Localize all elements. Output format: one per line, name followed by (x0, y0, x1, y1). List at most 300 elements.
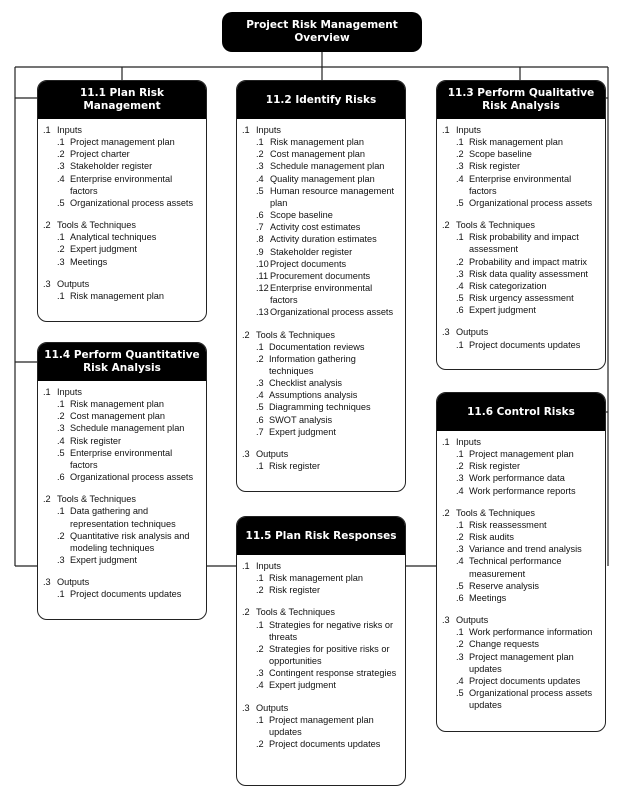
item-text: Expert judgment (269, 426, 336, 437)
section-inputs (242, 124, 401, 319)
item-number: .6 (456, 305, 464, 316)
process-title: 11.5 Plan Risk Responses (237, 517, 405, 555)
list-item (242, 401, 401, 413)
process-box-11-3 (436, 80, 606, 370)
item-number: .3 (456, 161, 464, 172)
item-text: Scope baseline (270, 210, 333, 221)
section-number: .1 (442, 125, 450, 135)
item-number: .1 (57, 506, 65, 517)
item-number: .1 (456, 232, 464, 243)
item-text: Variance and trend analysis (469, 544, 582, 555)
item-number: .1 (256, 461, 264, 472)
list-item (442, 256, 601, 268)
list-item (43, 148, 202, 160)
section-title (442, 124, 601, 136)
section-number: .2 (43, 220, 51, 231)
item-number: .7 (256, 426, 264, 437)
item-number: .4 (456, 173, 464, 184)
item-text: Checklist analysis (269, 378, 343, 389)
section-number: .3 (43, 278, 51, 289)
section-title (242, 560, 401, 572)
item-text: Documentation reviews (269, 341, 365, 352)
item-number: .1 (57, 232, 65, 243)
section-number: .1 (43, 387, 51, 397)
list-item (43, 160, 202, 172)
list-item (43, 471, 202, 483)
list-item (442, 280, 601, 292)
list-item (442, 638, 601, 650)
item-text: Project documents updates (469, 339, 581, 350)
section-label: Tools & Techniques (256, 607, 335, 618)
section-title (43, 219, 202, 231)
item-number: .4 (456, 556, 464, 567)
item-text: Activity duration estimates (270, 234, 377, 245)
list-item (43, 173, 202, 197)
section-label: Inputs (256, 561, 282, 571)
section-label: Tools & Techniques (456, 507, 535, 518)
list-item (442, 197, 601, 209)
item-text: Risk audits (469, 532, 514, 543)
item-number: .7 (256, 222, 264, 233)
overview-title: Project Risk Management Overview (222, 12, 422, 52)
item-number: .2 (256, 149, 264, 160)
list-item (442, 160, 601, 172)
item-text: Procurement documents (270, 270, 371, 281)
section-number: .2 (43, 494, 51, 505)
item-number: .2 (456, 461, 464, 472)
section-title (242, 702, 401, 714)
list-item (242, 341, 401, 353)
item-text: Enterprise environmental factors (270, 283, 373, 306)
item-number: .4 (57, 173, 65, 184)
section-tools-techniques (43, 493, 202, 566)
item-number: .4 (256, 390, 264, 401)
section-tools-techniques (442, 507, 601, 604)
item-text: Stakeholder register (270, 246, 353, 257)
list-item (242, 209, 401, 221)
list-item (242, 136, 401, 148)
item-text: Work performance reports (469, 485, 576, 496)
list-item (43, 554, 202, 566)
item-number: .10 (256, 258, 269, 269)
item-number: .3 (256, 161, 264, 172)
item-number: .4 (256, 173, 264, 184)
item-number: .1 (57, 589, 65, 600)
item-number: .5 (57, 447, 65, 458)
item-text: Risk management plan (269, 573, 363, 584)
item-number: .5 (456, 197, 464, 208)
item-text: Cost management plan (270, 149, 365, 160)
item-text: Enterprise environmental factors (469, 173, 572, 196)
item-text: Risk management plan (70, 399, 164, 410)
item-number: .1 (57, 290, 65, 301)
item-number: .4 (57, 435, 65, 446)
item-number: .5 (456, 687, 464, 698)
list-item (242, 426, 401, 438)
item-number: .5 (456, 293, 464, 304)
list-item (442, 580, 601, 592)
item-number: .5 (256, 402, 264, 413)
list-item (43, 256, 202, 268)
section-title (43, 576, 202, 588)
list-item (43, 435, 202, 447)
section-inputs (242, 560, 401, 596)
list-item (442, 543, 601, 555)
list-item (242, 246, 401, 258)
section-number: .1 (242, 125, 250, 135)
item-number: .2 (57, 411, 65, 422)
item-number: .1 (57, 399, 65, 410)
list-item (242, 233, 401, 245)
section-number: .3 (442, 327, 450, 338)
section-number: .3 (242, 448, 250, 459)
item-text: Data gathering and representation techniques (70, 506, 176, 529)
list-item (442, 231, 601, 255)
item-number: .1 (256, 137, 264, 148)
list-item (442, 626, 601, 638)
section-number: .3 (442, 615, 450, 626)
list-item (242, 572, 401, 584)
process-box-11-1 (37, 80, 207, 322)
item-text: Organizational process assets (70, 197, 194, 208)
item-text: Expert judgment (70, 555, 137, 566)
item-text: Project documents updates (70, 589, 182, 600)
section-label: Outputs (456, 327, 489, 338)
list-item (242, 221, 401, 233)
section-title (442, 614, 601, 626)
item-number: .5 (256, 185, 264, 196)
item-text: Meetings (469, 592, 507, 603)
list-item (442, 687, 601, 711)
section-label: Outputs (456, 615, 489, 626)
item-text: Human resource management plan (270, 185, 395, 208)
item-number: .6 (256, 210, 264, 221)
list-item (242, 738, 401, 750)
item-text: Stakeholder register (70, 161, 153, 172)
process-box-11-6 (436, 392, 606, 732)
section-label: Tools & Techniques (456, 220, 535, 231)
item-text: Project management plan (70, 137, 175, 148)
item-number: .3 (256, 668, 264, 679)
item-text: Project documents updates (469, 675, 581, 686)
item-number: .12 (256, 283, 269, 294)
section-label: Tools & Techniques (57, 494, 136, 505)
process-title: 11.6 Control Risks (437, 393, 605, 431)
item-number: .2 (456, 532, 464, 543)
list-item (242, 173, 401, 185)
item-number: .1 (256, 619, 264, 630)
list-item (43, 290, 202, 302)
process-title: 11.3 Perform Qualitative Risk Analysis (437, 81, 605, 119)
section-title (442, 436, 601, 448)
item-number: .6 (256, 414, 264, 425)
item-text: Enterprise environmental factors (70, 447, 173, 470)
list-item (442, 460, 601, 472)
item-text: Risk register (469, 461, 521, 472)
section-number: .1 (242, 561, 250, 571)
item-text: Risk reassessment (469, 519, 547, 530)
list-item (242, 460, 401, 472)
item-text: Risk management plan (469, 137, 563, 148)
item-text: Analytical techniques (70, 232, 157, 243)
item-text: Organizational process assets updates (469, 687, 593, 711)
section-inputs (442, 124, 601, 209)
list-item (442, 148, 601, 160)
item-number: .4 (456, 675, 464, 686)
item-number: .2 (57, 244, 65, 255)
list-item (442, 675, 601, 687)
list-item (43, 447, 202, 471)
section-label: Inputs (456, 125, 482, 135)
list-item (442, 555, 601, 579)
item-text: Expert judgment (70, 244, 137, 255)
section-number: .2 (442, 507, 450, 518)
item-number: .2 (456, 256, 464, 267)
item-text: Enterprise environmental factors (70, 173, 173, 196)
list-item (442, 268, 601, 280)
item-number: .4 (256, 680, 264, 691)
section-number: .1 (442, 437, 450, 447)
section-tools-techniques (242, 329, 401, 438)
section-inputs (442, 436, 601, 497)
item-number: .3 (57, 423, 65, 434)
list-item (442, 651, 601, 675)
item-number: .3 (57, 161, 65, 172)
item-text: Meetings (70, 256, 108, 267)
item-text: Scope baseline (469, 149, 532, 160)
item-text: Risk data quality assessment (469, 268, 588, 279)
list-item (242, 714, 401, 738)
section-outputs (43, 278, 202, 302)
item-text: Assumptions analysis (269, 390, 358, 401)
item-number: .1 (256, 573, 264, 584)
section-label: Inputs (256, 125, 282, 135)
section-title (43, 386, 202, 398)
section-tools-techniques (43, 219, 202, 268)
list-item (442, 592, 601, 604)
section-title (43, 124, 202, 136)
item-text: Contingent response strategies (269, 668, 397, 679)
section-title (442, 326, 601, 338)
item-text: Work performance information (469, 627, 593, 638)
section-title (242, 448, 401, 460)
item-text: Risk management plan (70, 290, 164, 301)
list-item (442, 485, 601, 497)
process-title: 11.1 Plan Risk Management (38, 81, 206, 119)
item-number: .2 (57, 149, 65, 160)
list-item (242, 643, 401, 667)
section-label: Tools & Techniques (57, 220, 136, 231)
item-number: .3 (57, 256, 65, 267)
item-number: .8 (256, 234, 264, 245)
item-number: .1 (456, 339, 464, 350)
section-title (43, 493, 202, 505)
item-text: Project charter (70, 149, 130, 160)
section-outputs (442, 326, 601, 350)
item-number: .3 (256, 378, 264, 389)
section-tools-techniques (442, 219, 601, 316)
section-outputs (442, 614, 601, 711)
section-inputs (43, 124, 202, 209)
list-item (242, 185, 401, 209)
list-item (442, 173, 601, 197)
section-title (242, 124, 401, 136)
item-number: .1 (256, 341, 264, 352)
section-number: .2 (242, 329, 250, 340)
item-number: .6 (57, 472, 65, 483)
item-text: Project documents updates (269, 739, 381, 750)
list-item (242, 282, 401, 306)
item-text: Risk categorization (469, 280, 547, 291)
list-item (43, 410, 202, 422)
list-item (43, 530, 202, 554)
section-label: Outputs (57, 577, 90, 588)
list-item (242, 414, 401, 426)
item-text: Cost management plan (70, 411, 165, 422)
list-item (442, 472, 601, 484)
section-outputs (242, 702, 401, 751)
list-item (442, 339, 601, 351)
item-text: Risk probability and impact assessment (469, 232, 579, 255)
section-outputs (43, 576, 202, 600)
item-number: .1 (456, 137, 464, 148)
list-item (242, 148, 401, 160)
item-text: Information gathering techniques (269, 353, 356, 376)
section-number: .3 (242, 702, 250, 713)
item-number: .2 (256, 739, 264, 750)
list-item (442, 136, 601, 148)
list-item (442, 292, 601, 304)
item-text: Work performance data (469, 473, 565, 484)
section-label: Inputs (57, 125, 83, 135)
item-number: .1 (256, 714, 264, 725)
item-text: Risk urgency assessment (469, 293, 574, 304)
item-number: .4 (456, 280, 464, 291)
section-title (442, 219, 601, 231)
list-item (43, 422, 202, 434)
item-text: Quality management plan (270, 173, 375, 184)
process-box-11-2 (236, 80, 406, 492)
item-text: Organizational process assets (270, 307, 394, 318)
list-item (242, 353, 401, 377)
item-number: .2 (456, 149, 464, 160)
list-item (43, 505, 202, 529)
section-label: Inputs (57, 387, 83, 397)
item-text: Organizational process assets (70, 472, 194, 483)
item-text: Risk management plan (270, 137, 364, 148)
list-item (242, 389, 401, 401)
process-box-11-5 (236, 516, 406, 786)
item-number: .6 (456, 592, 464, 603)
item-text: Project management plan updates (469, 651, 574, 674)
list-item (242, 258, 401, 270)
section-number: .2 (442, 220, 450, 231)
section-title (242, 329, 401, 341)
list-item (442, 448, 601, 460)
item-text: Probability and impact matrix (469, 256, 587, 267)
item-text: Risk register (269, 585, 321, 596)
item-text: Strategies for positive risks or opportunities (269, 643, 390, 667)
item-text: Strategies for negative risks or threats (269, 619, 394, 642)
list-item (242, 584, 401, 596)
item-text: Project management plan updates (269, 714, 374, 737)
item-text: Risk register (70, 435, 122, 446)
process-title: 11.4 Perform Quantitative Risk Analysis (38, 343, 206, 381)
section-title (442, 507, 601, 519)
item-text: Change requests (469, 639, 539, 650)
section-title (43, 278, 202, 290)
item-number: .1 (456, 449, 464, 460)
list-item (43, 243, 202, 255)
list-item (242, 619, 401, 643)
section-tools-techniques (242, 606, 401, 691)
item-number: .2 (57, 530, 65, 541)
section-title (242, 606, 401, 618)
list-item (442, 531, 601, 543)
item-text: Diagramming techniques (269, 402, 371, 413)
item-number: .13 (256, 307, 269, 318)
item-number: .3 (456, 544, 464, 555)
section-number: .1 (43, 125, 51, 135)
section-label: Inputs (456, 437, 482, 447)
section-outputs (242, 448, 401, 472)
list-item (442, 304, 601, 316)
item-number: .2 (256, 353, 264, 364)
item-text: Schedule management plan (270, 161, 385, 172)
list-item (43, 136, 202, 148)
item-number: .11 (256, 270, 269, 281)
list-item (242, 306, 401, 318)
item-text: Project management plan (469, 449, 574, 460)
item-number: .5 (456, 580, 464, 591)
item-text: Activity cost estimates (270, 222, 361, 233)
item-text: Reserve analysis (469, 580, 539, 591)
list-item (242, 377, 401, 389)
section-label: Outputs (256, 448, 289, 459)
item-number: .3 (456, 268, 464, 279)
item-number: .1 (456, 519, 464, 530)
item-number: .4 (456, 485, 464, 496)
item-number: .2 (256, 585, 264, 596)
item-text: Risk register (269, 461, 321, 472)
item-text: Risk register (469, 161, 521, 172)
item-text: Expert judgment (469, 305, 536, 316)
list-item (242, 679, 401, 691)
item-text: Technical performance measurement (469, 556, 562, 579)
list-item (43, 231, 202, 243)
list-item (43, 197, 202, 209)
list-item (242, 270, 401, 282)
process-title: 11.2 Identify Risks (237, 81, 405, 119)
item-number: .2 (256, 643, 264, 654)
item-text: Project documents (270, 258, 347, 269)
item-text: Quantitative risk analysis and modeling techniques (70, 530, 190, 553)
section-label: Tools & Techniques (256, 329, 335, 340)
item-text: SWOT analysis (269, 414, 333, 425)
item-number: .3 (456, 473, 464, 484)
section-label: Outputs (57, 278, 90, 289)
item-text: Schedule management plan (70, 423, 185, 434)
item-number: .5 (57, 197, 65, 208)
item-text: Organizational process assets (469, 197, 593, 208)
item-number: .1 (57, 137, 65, 148)
item-number: .2 (456, 639, 464, 650)
item-number: .3 (57, 555, 65, 566)
section-inputs (43, 386, 202, 483)
list-item (242, 160, 401, 172)
process-box-11-4 (37, 342, 207, 620)
list-item (43, 398, 202, 410)
